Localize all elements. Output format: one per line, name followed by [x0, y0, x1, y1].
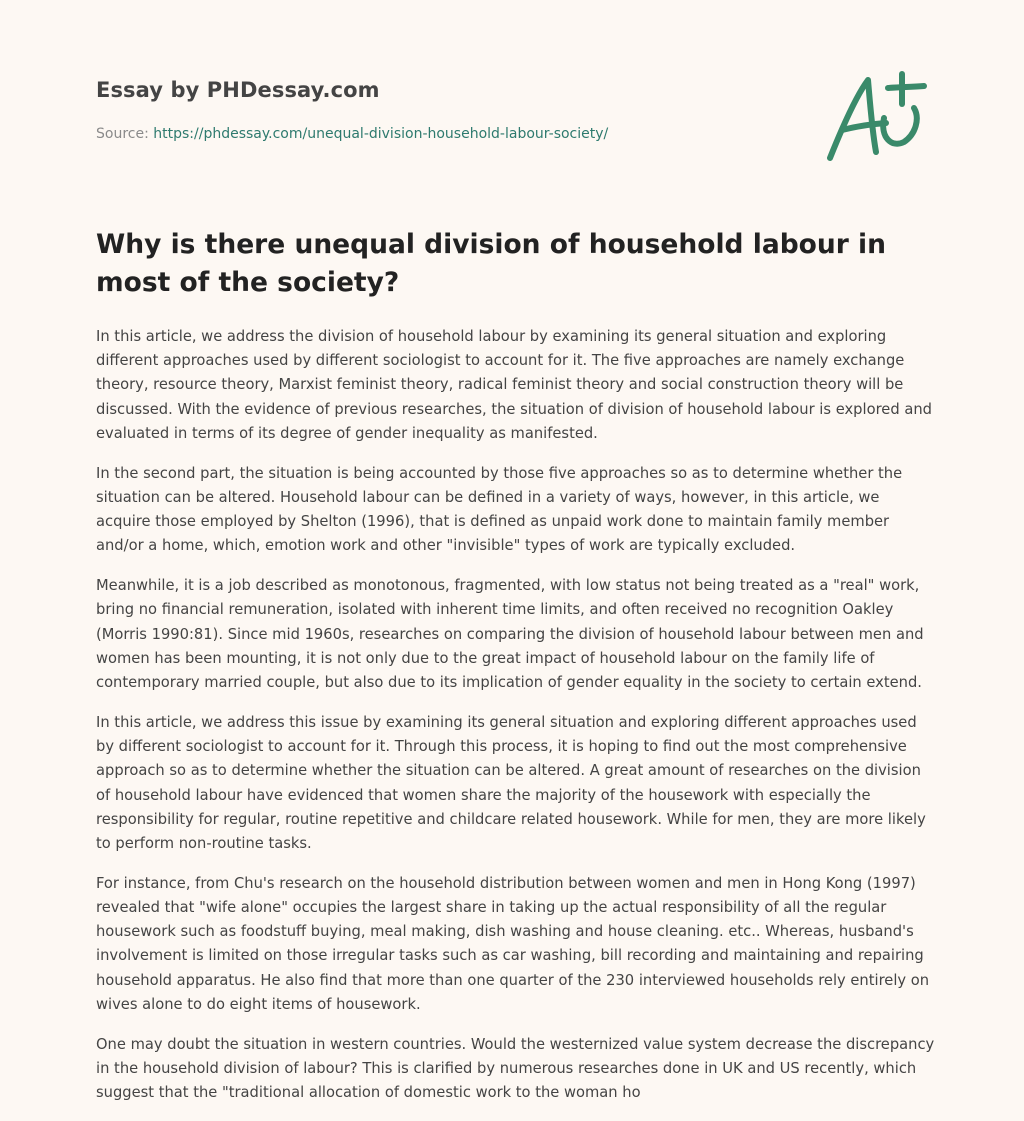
- source-label: Source:: [96, 126, 149, 142]
- article-paragraph: In this article, we address this issue by examining its general situation and exploring different approaches used by different sociologist to account for it. Through this process, it is hoping to find out the most comprehensive approach so as to determine whether the situation can be altered. A great amount of researches on the division of household labour have evidenced that women share the majority of the housework with especially the responsibility for regular, routine repetitive and childcare related housework. While for men, they are more likely to perform non-routine tasks.: [96, 713, 926, 852]
- article-paragraph: In the second part, the situation is being accounted by those five approaches so as to determine whether the situation can be altered. Household labour can be defined in a variety of ways, however, in this article, we acquire those employed by Shelton (1996), that is defined as unpaid work done to maintain family member and/or a home, which, emotion work and other "invisible" types of work are typically excluded.: [96, 464, 903, 555]
- source-link[interactable]: https://phdessay.com/unequal-division-household-labour-society/: [153, 126, 609, 142]
- site-brand: Essay by PHDessay.com: [96, 78, 380, 102]
- article-paragraph: In this article, we address the division of household labour by examining its general situation and exploring different approaches used by different sociologist to account for it. The five approaches are namely exchange theory, resource theory, Marxist feminist theory, radical feminist theory and social construction theory will be discussed. With the evidence of previous researches, the situation of division of household labour is explored and evaluated in terms of its degree of gender inequality as manifested.: [96, 328, 932, 442]
- article-paragraph: One may doubt the situation in western countries. Would the westernized value system decrease the discrepancy in the household division of labour? This is clarified by numerous researches done in UK and US recently, which suggest that the "traditional allocation of domestic work to the woman ho: [96, 1035, 935, 1102]
- article-body: [96, 325, 936, 1121]
- article-paragraph: Meanwhile, it is a job described as monotonous, fragmented, with low status not being treated as a "real" work, bring no financial remuneration, isolated with inherent time limits, and often received no recognition Oakley (Morris 1990:81). Since mid 1960s, researches on comparing the division of household labour between men and women has been mounting, it is not only due to the great impact of household labour on the family life of contemporary married couple, but also due to its implication of gender equality in the society to certain extend.: [96, 577, 924, 692]
- article-title: Why is there unequal division of household labour in most of the society?: [96, 229, 886, 298]
- article-paragraph: For instance, from Chu's research on the household distribution between women and men in Hong Kong (1997) revealed that "wife alone" occupies the largest share in taking up the actual responsibility of all the regular housework such as foodstuff buying, meal making, dish washing and house cleaning. etc.. Whereas, husband's involvement is limited on those irregular tasks such as car washing, bill recording and maintaining and repairing household apparatus. He also find that more than one quarter of the 230 interviewed households rely entirely on wives alone to do eight items of housework.: [96, 874, 930, 1013]
- a-plus-grade-icon: [820, 68, 930, 168]
- source-line: [96, 126, 608, 142]
- header: [96, 78, 608, 142]
